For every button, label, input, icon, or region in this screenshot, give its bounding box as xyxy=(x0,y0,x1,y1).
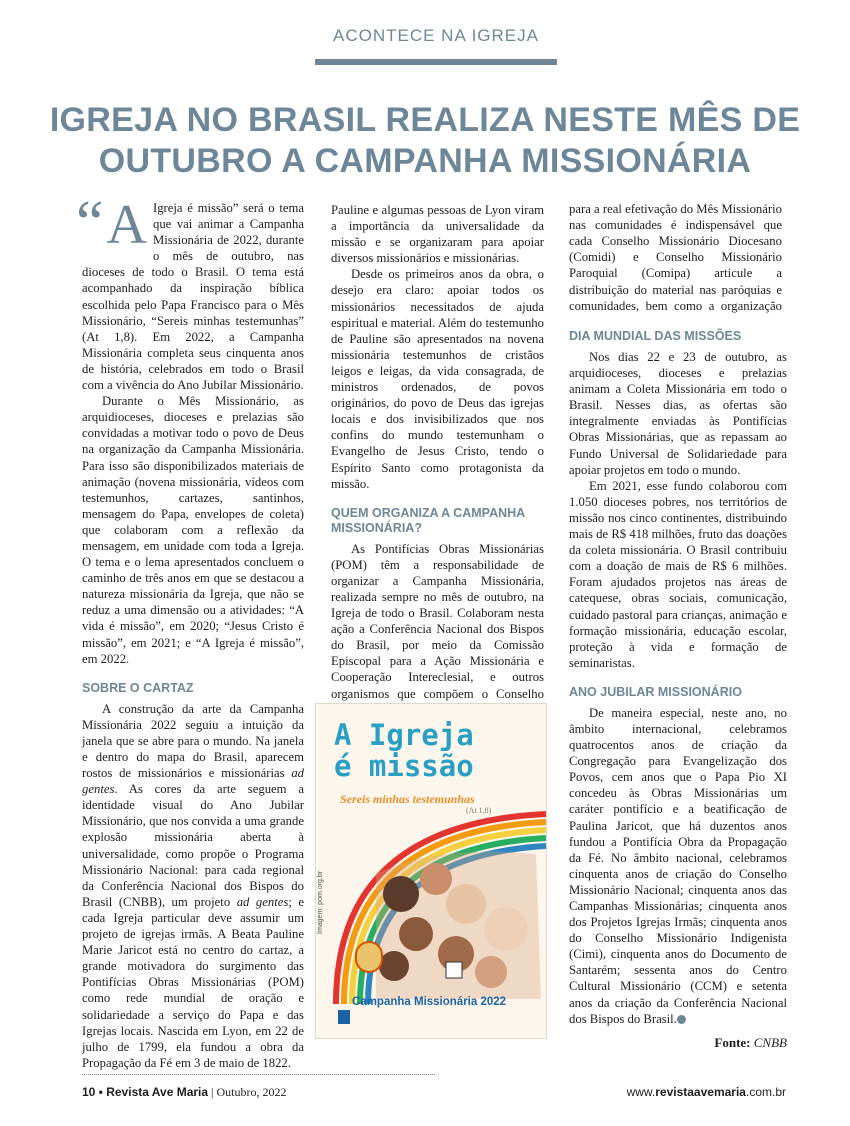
qr-code-icon xyxy=(446,962,462,978)
organiza-paragraph: As Pontifícias Obras Missionárias (POM) têm a responsabilidade de organizar a Campanha Missionária, realizada sempre no mês de outubro, na Igreja de todo o Brasil. Colaboram nesta ação a Conferência Nacional dos Bispos do Brasil, por meio da Comissão Episcopal para a Ação Missionária e Cooperação Intereclesial, e outros organismos que compõem o Conselho xyxy=(331,541,544,701)
face-portrait xyxy=(399,917,433,951)
column-1 xyxy=(76,189,304,1071)
face-portrait xyxy=(379,951,409,981)
cartaz-text-b: . As cores da arte seguem a identidade visual do Ano Jubilar Missionário, que nos convida a uma grande explosão missionária aberta à universalidade, como propõe o Programa Missionário Nacional: para cada regional da Conferência Nacional dos Bispos do Brasil (CNBB), um projeto xyxy=(82,782,304,909)
intro-text: Igreja é missão” será o tema que vai animar a Campanha Missionária de 2022, durante o mês de outubro, nas dioceses de todo o Brasil. O tema está acompanhado da inspiração bíblica escolhida pelo Papa Francisco para o Mês Missionário, “Sereis minhas testemunhas” (At 1,8). Em 2022, a Campanha Missionária completa seus cinquenta anos de história, celebrados em todo o Brasil com a vivência do Ano Jubilar Missionário. xyxy=(82,201,304,393)
face-portrait xyxy=(484,907,528,951)
url-name: revistaavemaria xyxy=(655,1085,746,1099)
face-portrait xyxy=(475,956,507,988)
paragraph-continued xyxy=(569,202,787,315)
page-number: 10 • Revista Ave Maria xyxy=(82,1085,209,1099)
end-mark-icon xyxy=(677,1015,686,1024)
paragraph: Durante o Mês Missionário, as arquidioceses, dioceses e prelazias são convidadas a motivar todo o povo de Deus na organização da Campanha Missionária. Para isso são disponibilizados materiais de animação (novena missionária, vídeos com testemunhos, cartazes, santinhos, mensagem do Papa, envelopes de coleta) que colaboram com a reflexão da mensagem, em unidade com toda a Igreja. O tema e o lema apresentados concluem o caminho de três anos em que se destacou a natureza missionária da Igreja, que não se reduz a uma dimensão ou a atividades: “A vida é missão”, em 2020; “Jesus Cristo é missão”, em 2021; e “A Igreja é missão”, em 2022. xyxy=(82,394,304,666)
poster-subtitle: Sereis minhas testemunhas xyxy=(340,792,475,806)
poster-title-line-1: A Igreja xyxy=(334,718,474,752)
subheading-ano-jubilar: ANO JUBILAR MISSIONÁRIO xyxy=(569,684,742,699)
footer-rule xyxy=(82,1074,435,1075)
quote-mark: “ xyxy=(76,189,104,257)
paragraph: Desde os primeiros anos da obra, o desejo era claro: apoiar todos os missionários necessitados de ajuda espiritual e material. Além do testemunho de Pauline são apresentados na novena missionária testemunhos de cristãos leigos e leigas, da vida consagrada, de ministros ordenados, de povos originários, do povo de Deus das igrejas locais e dos invisibilizados que nos confins do mundo testemunham o Evangelho de Jesus Cristo, tendo o Espírito Santo como protagonista da missão. xyxy=(331,267,544,491)
footer-page-info xyxy=(82,1085,286,1100)
source-value: CNBB xyxy=(753,1034,787,1050)
subheading-organiza: QUEM ORGANIZA A CAMPANHA MISSIONÁRIA? xyxy=(331,505,525,535)
pom-logo-icon xyxy=(338,1010,350,1024)
dia-paragraph-2: Em 2021, esse fundo colaborou com 1.050 dioceses pobres, nos territórios de missão nos cinco continentes, distribuindo mais de R$ 418 milhões, fruto das doações da coleta missionária. O Brasil contribuiu com a doação de mais de R$ 6 milhões. Foram ajudados projetos nas áreas de catequese, obras sociais, comunicação, cuidado pastoral para crianças, animação e formação missionária, educação escolar, proteção à vida e formação de seminaristas. xyxy=(569,478,787,670)
dia-paragraph-1: Nos dias 22 e 23 de outubro, as arquidioceses, dioceses e prelazias animam a Coleta Missionária em todo o Brasil. Nesses dias, as ofertas são integralmente enviadas às Pontifícias Obras Missionárias, que as repassam ao Fundo Universal de Solidariedade para apoiar projetos em todo o mundo. xyxy=(569,350,787,477)
poster-title-line-2: é missão xyxy=(334,749,474,783)
subheading-cartaz: SOBRE O CARTAZ xyxy=(82,680,194,695)
section-underline xyxy=(315,59,557,65)
ano-text: De maneira especial, neste ano, no âmbito internacional, celebramos quatrocentos anos de criação da Congregação para Evangelização dos Povos, cem anos que o Papa Pio XI concedeu às Obras Missionárias um caráter pontifício e a beatificação de Paulina Jaricot, que há duzentos anos fundou a Pontifícia Obra da Propagação da Fé. No âmbito nacional, celebramos cinquenta anos de criação do Conselho Missionário Nacional; cinquenta anos das Campanhas Missionárias; cinquenta anos dos Projetos Igrejas Irmãs; cinquenta anos do Conselho Missionário Indigenista (Cimi), cinquenta anos do Documento de Santarém; sessenta anos do Centro Cultural Missionário (CCM) e setenta anos da criação da Conferência Nacional dos Bispos do Brasil. xyxy=(569,705,787,1026)
source-credit xyxy=(569,1035,787,1051)
url-suffix: .com.br xyxy=(745,1085,786,1099)
subheading-dia-mundial: DIA MUNDIAL DAS MISSÕES xyxy=(569,329,742,343)
column-3 xyxy=(569,202,787,1051)
poster-title xyxy=(334,720,474,782)
image-credit: Imagem: pom.org.br xyxy=(317,870,324,934)
cartaz-text-a: A construção da arte da Campanha Missionária 2022 seguiu a intuição da janela que se abre para o mundo. Na janela e dentro do mapa do Brasil, aparecem rostos de missionários e missionárias xyxy=(82,701,304,781)
headline: IGREJA NO BRASIL REALIZA NESTE MÊS DE OUTUBRO A CAMPANHA MISSIONÁRIA xyxy=(49,101,801,180)
source-label: Fonte: xyxy=(714,1034,751,1050)
section-tag: ACONTECE NA IGREJA xyxy=(333,26,539,45)
cartaz-emphasis-2: ad gentes xyxy=(236,894,289,909)
footer-website xyxy=(627,1085,786,1099)
drop-cap: A xyxy=(106,194,147,256)
face-portrait xyxy=(420,863,452,895)
face-portrait xyxy=(446,884,486,924)
column-2 xyxy=(331,202,544,719)
url-prefix: www. xyxy=(626,1085,656,1099)
issue-date: Outubro, 2022 xyxy=(216,1085,287,1099)
campaign-poster xyxy=(315,703,547,1039)
face-portrait xyxy=(383,876,419,912)
poster-campaign-label: Campanha Missionária 2022 xyxy=(352,996,507,1008)
intro-paragraph xyxy=(76,189,304,393)
cartaz-paragraph xyxy=(82,701,304,1071)
paragraph-continued: Pauline e algumas pessoas de Lyon viram a importância da universalidade da missão e se organizaram para apoiar diversos missionários e missionárias. xyxy=(331,203,544,266)
poster-bible-ref: (At 1,8) xyxy=(466,806,492,815)
cartaz-text-c: ; e cada Igreja particular deve assumir um projeto de igrejas irmãs. A Beata Pauline Marie Jaricot está no centro do cartaz, a grande motivadora do surgimento das Pontifícias Obras Missionárias (POM) como rede mundial de oração e solidariedade a serviço do Papa e das Igrejas locais. Nascida em Lyon, em 22 de julho de 1799, ela fundou a obra da Propagação da Fé em 3 de maio de 1822. xyxy=(82,894,304,1070)
footer-separator: | xyxy=(211,1085,214,1099)
organiza-continued-text: para a real efetivação do Mês Missionário nas comunidades é indispensável que cada Conselho Missionário Diocesano (Comidi) e Conselho Missionário Paroquial (Comipa) articule a distribuição do material nas paróquias e comunidades, bem como a organização xyxy=(569,202,782,313)
jubilee-logo-icon xyxy=(356,942,382,972)
cartaz-emphasis-1: ad gentes xyxy=(82,766,304,797)
ano-paragraph xyxy=(569,705,787,1027)
